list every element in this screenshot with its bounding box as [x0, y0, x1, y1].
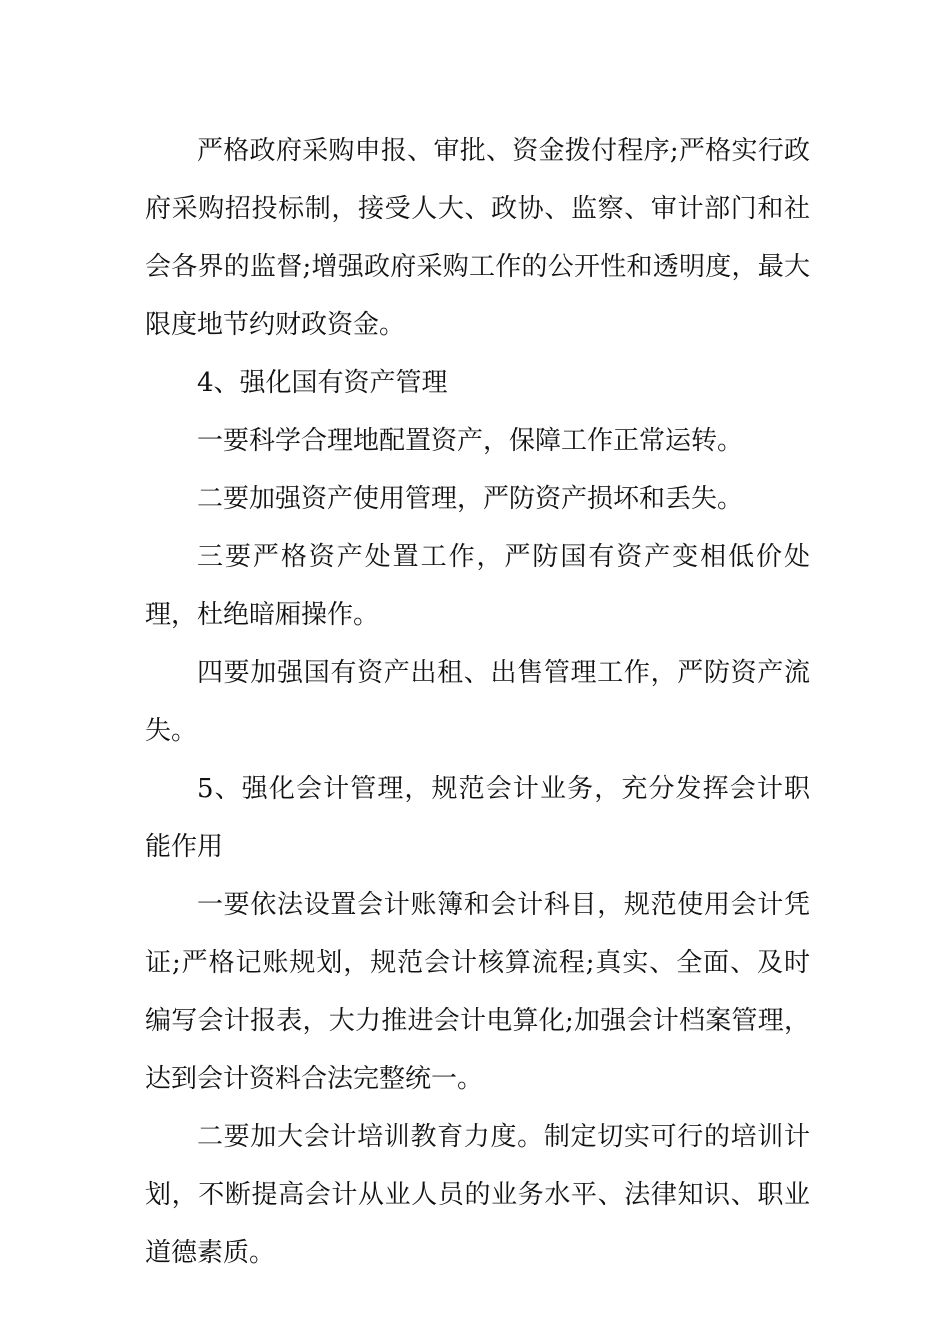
- section-heading-4: 4、强化国有资产管理: [197, 368, 448, 398]
- paragraph-accounting-1: 一要依法设置会计账簿和会计科目，规范使用会计凭证;严格记账规划，规范会计核算流程;真实、全面、及时编写会计报表，大力推进会计电算化;加强会计档案管理，达到会计资料合法完整统一。: [145, 890, 810, 1094]
- paragraph-procurement: 严格政府采购申报、审批、资金拨付程序;严格实行政府采购招投标制，接受人大、政协、监察、审计部门和社会各界的监督;增强政府采购工作的公开性和透明度，最大限度地节约财政资金。: [145, 136, 810, 340]
- paragraph-asset-4: 四要加强国有资产出租、出售管理工作，严防资产流失。: [145, 658, 810, 746]
- paragraph-asset-2: 二要加强资产使用管理，严防资产损坏和丢失。: [197, 484, 744, 514]
- paragraph-accounting-2: 二要加大会计培训教育力度。制定切实可行的培训计划，不断提高会计从业人员的业务水平、法律知识、职业道德素质。: [145, 1122, 810, 1268]
- paragraph-asset-1: 一要科学合理地配置资产，保障工作正常运转。: [197, 426, 744, 456]
- paragraph-asset-3: 三要严格资产处置工作，严防国有资产变相低价处理，杜绝暗厢操作。: [145, 542, 810, 630]
- section-heading-5: 5、强化会计管理，规范会计业务，充分发挥会计职能作用: [145, 774, 810, 862]
- document-body: [145, 122, 810, 1282]
